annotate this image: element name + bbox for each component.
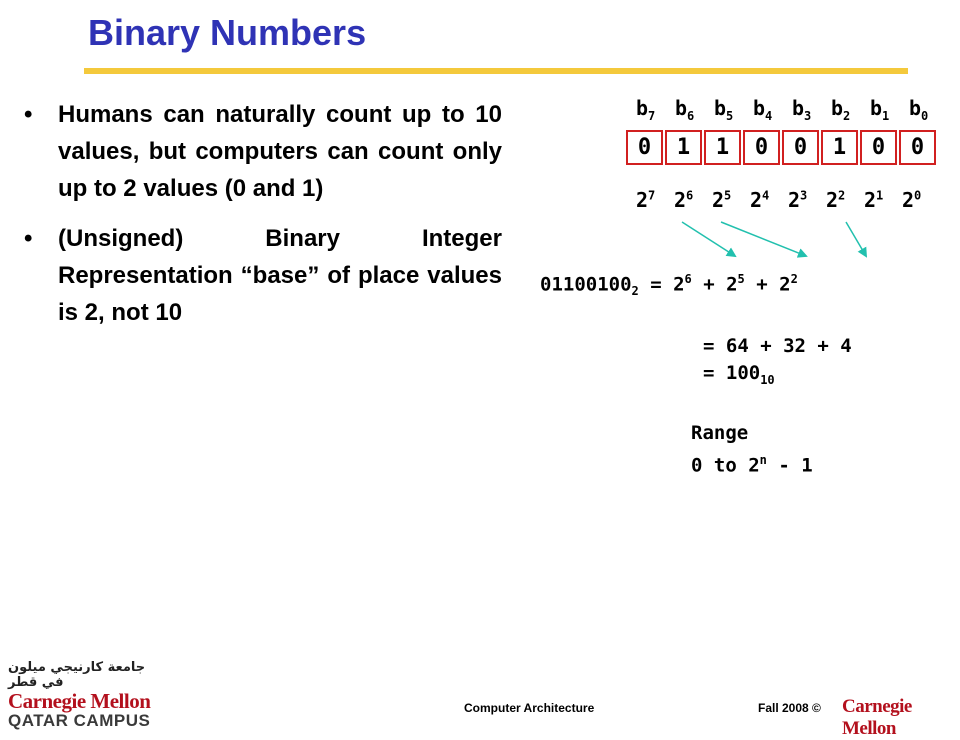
bit-label: $b_6$ xyxy=(675,96,695,123)
bit-label: $b_1$ xyxy=(870,96,890,123)
bit-label: $b_2$ xyxy=(831,96,851,123)
place-value: $2^0$ xyxy=(902,188,922,212)
place-value: $2^6$ xyxy=(674,188,694,212)
place-value: $2^7$ xyxy=(636,188,656,212)
result-line: = $100_{10}$ xyxy=(703,362,775,387)
sum-line: = 64 + 32 + 4 xyxy=(703,335,852,357)
bit-cell: 0 xyxy=(743,130,780,165)
bit-cell: 1 xyxy=(665,130,702,165)
range-label: Range xyxy=(691,422,749,444)
arrow-2-2 xyxy=(846,222,866,256)
place-value: $2^5$ xyxy=(712,188,732,212)
bullet-text: (Unsigned) Binary Integer Representation “base” of place values is 2, not 10 xyxy=(58,225,502,326)
bullet-marker: • xyxy=(24,101,33,128)
carnegie-mellon-logo: Carnegie Mellon xyxy=(842,696,912,739)
bit-cell: 0 xyxy=(782,130,819,165)
arrow-2-6 xyxy=(682,222,735,256)
bit-label: $b_0$ xyxy=(909,96,929,123)
place-value: $2^3$ xyxy=(788,188,808,212)
campus-logo-sub: QATAR CAMPUS xyxy=(8,711,151,730)
bit-cell: 0 xyxy=(626,130,663,165)
bullet-text: Humans can naturally count up to 10 values, but computers can count only up to 2 values (0 and 1) xyxy=(58,101,502,202)
bit-label: $b_3$ xyxy=(792,96,812,123)
place-value: $2^2$ xyxy=(826,188,846,212)
decimal-result xyxy=(703,333,852,394)
range-formula: 0 to 2$^n$ - 1 xyxy=(691,453,813,477)
bit-label: $b_5$ xyxy=(714,96,734,123)
bit-cell: 1 xyxy=(821,130,858,165)
bit-cell: 0 xyxy=(860,130,897,165)
slide-title: Binary Numbers xyxy=(88,12,367,53)
binary-expansion-equation: $01100100_2 = 2^6 + 2^5 + 2^2$ xyxy=(540,272,798,299)
arrow-2-5 xyxy=(721,222,806,256)
campus-arabic-name: جامعة كارنيجي ميلون في قطر xyxy=(8,660,146,690)
bit-cell: 1 xyxy=(704,130,741,165)
range-note xyxy=(691,420,813,479)
bullet-marker: • xyxy=(24,225,33,252)
bit-label: $b_7$ xyxy=(636,96,656,123)
footer-course: Computer Architecture xyxy=(464,701,595,715)
place-value: $2^4$ xyxy=(750,188,770,212)
campus-logo-name: Carnegie Mellon xyxy=(8,689,151,713)
place-value: $2^1$ xyxy=(864,188,884,212)
footer-term: Fall 2008 © xyxy=(758,701,821,715)
bit-label: $b_4$ xyxy=(753,96,773,123)
bit-cell: 0 xyxy=(899,130,936,165)
